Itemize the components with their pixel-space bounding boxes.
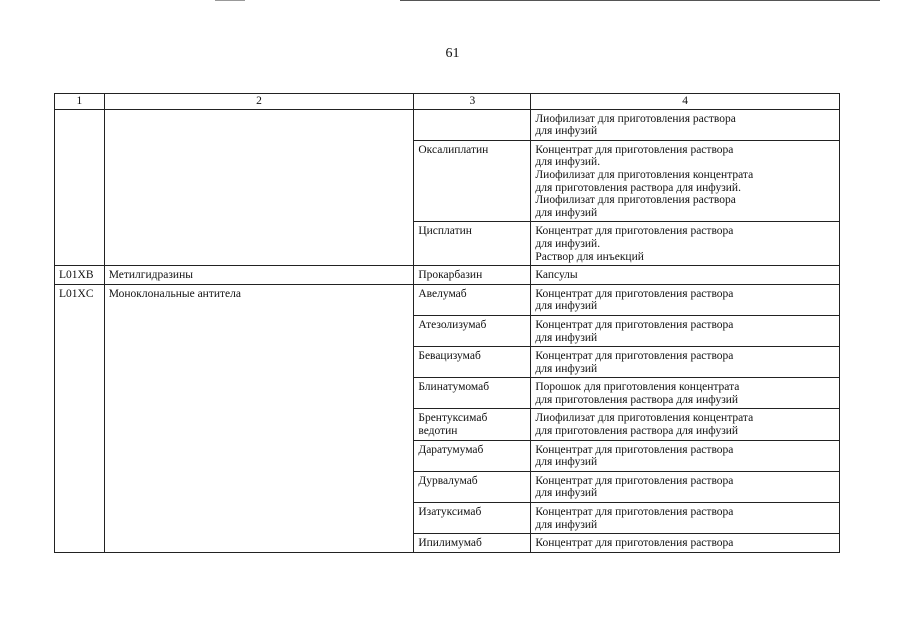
dosage-form-cell: Концентрат для приготовления раствора для инфузий — [531, 503, 840, 534]
dosage-form-cell: Концентрат для приготовления раствора для инфузий — [531, 440, 840, 471]
dosage-form-cell: Концентрат для приготовления раствора для инфузий. Лиофилизат для приготовления концентрата для приготовления раствора для инфузий. Лиофилизат для приготовления раствора для инфузий — [531, 140, 840, 222]
dosage-form-cell: Концентрат для приготовления раствора для инфузий — [531, 471, 840, 502]
drug-name-cell: Атезолизумаб — [414, 315, 531, 346]
scan-artifact-line — [215, 0, 245, 1]
page-number: 61 — [445, 46, 460, 61]
atc-group-name-cell — [104, 109, 414, 266]
atc-group-name-cell: Метилгидразины — [104, 266, 414, 285]
header-col-1: 1 — [55, 94, 105, 110]
drug-name-cell: Брентуксимаб ведотин — [414, 409, 531, 440]
dosage-form-cell: Концентрат для приготовления раствора — [531, 534, 840, 553]
table-body — [55, 109, 840, 552]
table-row — [55, 284, 840, 315]
atc-code-cell: L01XB — [55, 266, 105, 285]
table-header-row — [55, 94, 840, 110]
atc-code-cell: L01XC — [55, 284, 105, 552]
drug-name-cell — [414, 109, 531, 140]
drug-name-cell: Ипилимумаб — [414, 534, 531, 553]
dosage-form-cell: Лиофилизат для приготовления раствора для инфузий — [531, 109, 840, 140]
drug-name-cell: Цисплатин — [414, 222, 531, 266]
dosage-form-cell: Концентрат для приготовления раствора для инфузий — [531, 284, 840, 315]
drug-table — [54, 93, 840, 553]
scan-artifact-line — [400, 0, 880, 1]
drug-name-cell: Дурвалумаб — [414, 471, 531, 502]
drug-name-cell: Оксалиплатин — [414, 140, 531, 222]
dosage-form-cell: Концентрат для приготовления раствора для инфузий. Раствор для инъекций — [531, 222, 840, 266]
header-col-2: 2 — [104, 94, 414, 110]
header-col-3: 3 — [414, 94, 531, 110]
header-col-4: 4 — [531, 94, 840, 110]
table-row — [55, 109, 840, 140]
drug-name-cell: Прокарбазин — [414, 266, 531, 285]
dosage-form-cell: Порошок для приготовления концентрата для приготовления раствора для инфузий — [531, 378, 840, 409]
drug-name-cell: Даратумумаб — [414, 440, 531, 471]
drug-name-cell: Авелумаб — [414, 284, 531, 315]
atc-group-name-cell: Моноклональные антитела — [104, 284, 414, 552]
dosage-form-cell: Капсулы — [531, 266, 840, 285]
dosage-form-cell: Концентрат для приготовления раствора для инфузий — [531, 315, 840, 346]
drug-name-cell: Блинатумомаб — [414, 378, 531, 409]
drug-name-cell: Изатуксимаб — [414, 503, 531, 534]
dosage-form-cell: Лиофилизат для приготовления концентрата для приготовления раствора для инфузий — [531, 409, 840, 440]
atc-code-cell — [55, 109, 105, 266]
dosage-form-cell: Концентрат для приготовления раствора для инфузий — [531, 347, 840, 378]
drug-name-cell: Бевацизумаб — [414, 347, 531, 378]
table-row — [55, 266, 840, 285]
